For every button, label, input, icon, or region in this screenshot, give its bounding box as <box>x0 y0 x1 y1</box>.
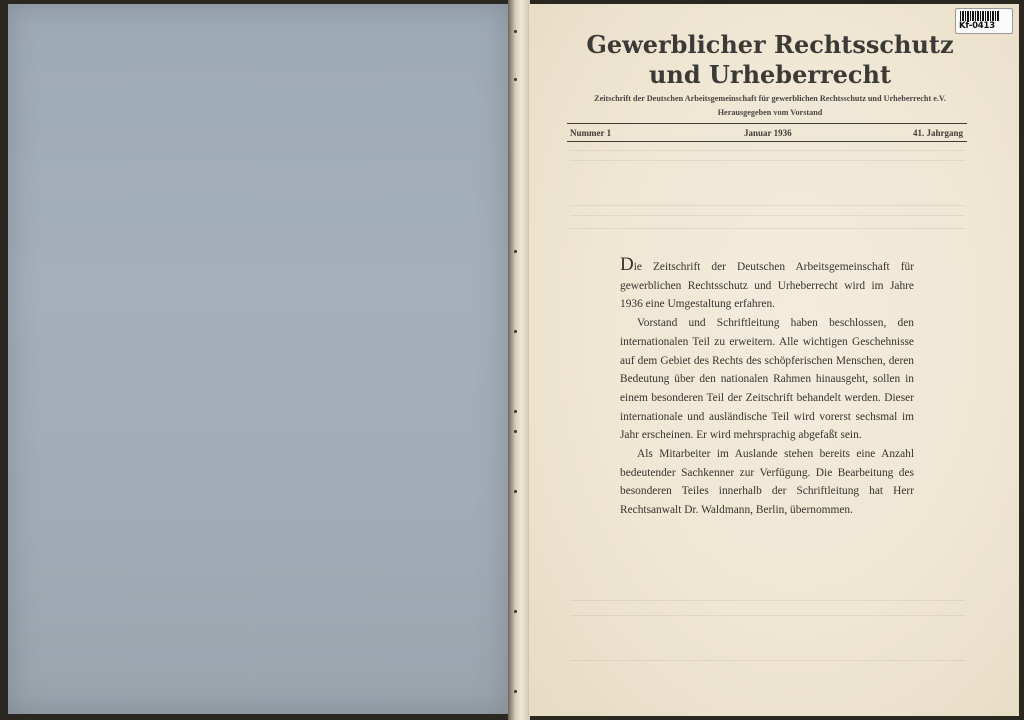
paragraph-3: Als Mitarbeiter im Auslande stehen bereits eine Anzahl bedeutender Sachkenner zur Verfügung. Die Bearbeitung des besonderen Teiles innerhalb der Schriftleitung hat Herr Rechtsanwalt Dr. Waldmann, Berlin, übernommen. <box>620 448 914 517</box>
binding-stitch <box>514 490 517 493</box>
book-gutter <box>508 0 530 720</box>
binding-stitch <box>514 610 517 613</box>
header-rule-bottom <box>567 141 967 142</box>
paragraph-1-text: ie Zeitschrift der Deutschen Arbeitsgemeinschaft für gewerblichen Rechtsschutz und Urheberrecht wird im Jahre 1936 eine Umgestaltung erfahren. <box>620 261 914 311</box>
binding-stitch <box>514 250 517 253</box>
header-rule-top <box>567 123 967 124</box>
journal-title-line-2: und Urheberrecht <box>648 60 892 89</box>
binding-stitch <box>514 30 517 33</box>
issue-date: Januar 1936 <box>744 128 792 138</box>
show-through-line <box>570 150 965 151</box>
paragraph-1 <box>620 254 914 314</box>
publisher-line: Herausgegeben vom Vorstand <box>717 108 823 117</box>
show-through-line <box>570 205 965 206</box>
journal-subtitle: Zeitschrift der Deutschen Arbeitsgemeinschaft für gewerblichen Rechtsschutz und Urheberrecht e.V. <box>594 94 946 103</box>
binding-stitch <box>514 430 517 433</box>
show-through-line <box>570 160 965 161</box>
binding-stitch <box>514 410 517 413</box>
barcode-icon <box>960 11 1000 21</box>
volume-number: 41. Jahrgang <box>913 128 964 138</box>
paragraph-2: Vorstand und Schriftleitung haben beschlossen, den internationalen Teil zu erweitern. Alle wichtigen Geschehnisse auf dem Gebiet des Rechts des schöpferischen Menschen, deren Bedeutung über den nationalen Rahmen hinausgeht, sollen in einem besonderen Teil der Zeitschrift behandelt werden. Dieser internationale und ausländische Teil wird vorerst sechsmal im Jahr erscheinen. Er wird mehrsprachig abgefaßt sein. <box>620 317 914 442</box>
blank-left-page <box>8 4 508 714</box>
binding-stitch <box>514 78 517 81</box>
show-through-line <box>570 660 965 661</box>
issue-number: Nummer 1 <box>570 128 612 138</box>
binding-stitch <box>514 330 517 333</box>
journal-title-line-1: Gewerblicher Rechtsschutz <box>586 30 954 59</box>
journal-title <box>575 30 965 90</box>
binding-stitch <box>514 690 517 693</box>
show-through-line <box>570 215 965 216</box>
show-through-line <box>570 228 965 229</box>
announcement-text <box>620 254 914 520</box>
show-through-line <box>570 600 965 601</box>
show-through-line <box>570 615 965 616</box>
drop-cap: D <box>620 254 634 275</box>
sticker-code: Kf-0413 <box>959 21 995 31</box>
